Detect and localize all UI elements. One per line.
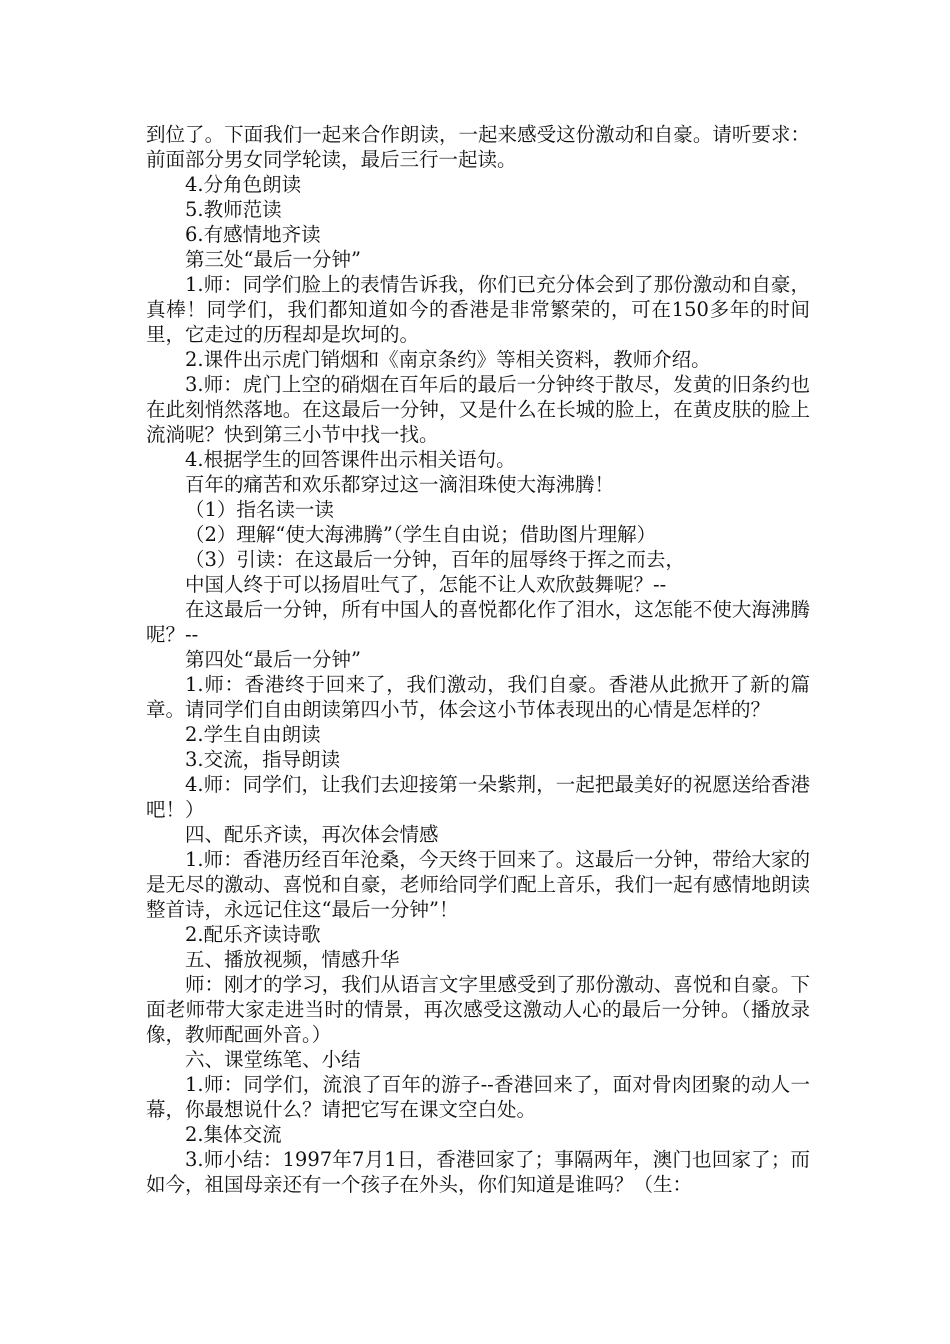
section-heading: 四、配乐齐读，再次体会情感: [185, 823, 439, 846]
paragraph: 5.教师范读: [185, 198, 282, 221]
paragraph: 在这最后一分钟，所有中国人的喜悦都化作了泪水，这怎能不使大海沸腾呢？--: [146, 598, 810, 646]
paragraph: 1.师：同学们脸上的表情告诉我，你们已充分体会到了那份激动和自豪，真棒！同学们，我们都知道如今的香港是非常繁荣的，可在150多年的时间里，它走过的历程却是坎坷的。: [146, 273, 810, 346]
paragraph: 3.交流，指导朗读: [185, 748, 341, 771]
paragraph: （3）引读：在这最后一分钟，百年的屈辱终于挥之而去，: [185, 548, 685, 571]
paragraph: 中国人终于可以扬眉吐气了，怎能不让人欢欣鼓舞呢？--: [185, 573, 667, 596]
paragraph: 师：刚才的学习，我们从语言文字里感受到了那份激动、喜悦和自豪。下面老师带大家走进当时的情景，再次感受这激动人心的最后一分钟。（播放录像，教师配画外音。）: [146, 973, 810, 1046]
paragraph: 1.师：同学们，流浪了百年的游子--香港回来了，面对骨肉团聚的动人一幕，你最想说什么？请把它写在课文空白处。: [146, 1073, 810, 1121]
paragraph: 2.集体交流: [185, 1123, 282, 1146]
paragraph: 3.师小结：1997年7月1日，香港回家了；事隔两年，澳门也回家了；而如今，祖国母亲还有一个孩子在外头，你们知道是谁吗？（生：: [146, 1148, 810, 1196]
paragraph: 4.分角色朗读: [185, 173, 302, 196]
paragraph: 1.师：香港历经百年沧桑，今天终于回来了。这最后一分钟，带给大家的是无尽的激动、喜悦和自豪，老师给同学们配上音乐，我们一起有感情地朗读整首诗，永远记住这“最后一分钟”！: [146, 848, 810, 921]
paragraph: 6.有感情地齐读: [185, 223, 321, 246]
paragraph: 2.学生自由朗读: [185, 723, 321, 746]
paragraph: （2）理解“使大海沸腾”（学生自由说；借助图片理解）: [185, 523, 657, 546]
paragraph: 2.课件出示虎门销烟和《南京条约》等相关资料，教师介绍。: [185, 348, 711, 371]
paragraph: 4.根据学生的回答课件出示相关语句。: [185, 448, 516, 471]
section-heading: 第四处“最后一分钟”: [185, 648, 361, 671]
document-body: [146, 122, 810, 1197]
section-heading: 五、播放视频，情感升华: [185, 948, 400, 971]
paragraph: 4.师：同学们，让我们去迎接第一朵紫荆，一起把最美好的祝愿送给香港吧！）: [146, 773, 810, 821]
paragraph: 1.师：香港终于回来了，我们激动，我们自豪。香港从此掀开了新的篇章。请同学们自由朗读第四小节，体会这小节体表现出的心情是怎样的？: [146, 673, 810, 721]
paragraph: （1）指名读一读: [185, 498, 334, 521]
section-heading: 六、课堂练笔、小结: [185, 1048, 361, 1071]
paragraph: 百年的痛苦和欢乐都穿过这一滴泪珠使大海沸腾！: [185, 473, 615, 496]
paragraph: 到位了。下面我们一起来合作朗读，一起来感受这份激动和自豪。请听要求：前面部分男女同学轮读，最后三行一起读。: [146, 123, 810, 171]
paragraph: 3.师：虎门上空的硝烟在百年后的最后一分钟终于散尽，发黄的旧条约也在此刻悄然落地。在这最后一分钟，又是什么在长城的脸上，在黄皮肤的脸上流淌呢？快到第三小节中找一找。: [146, 373, 810, 446]
paragraph: 2.配乐齐读诗歌: [185, 923, 321, 946]
section-heading: 第三处“最后一分钟”: [185, 248, 361, 271]
